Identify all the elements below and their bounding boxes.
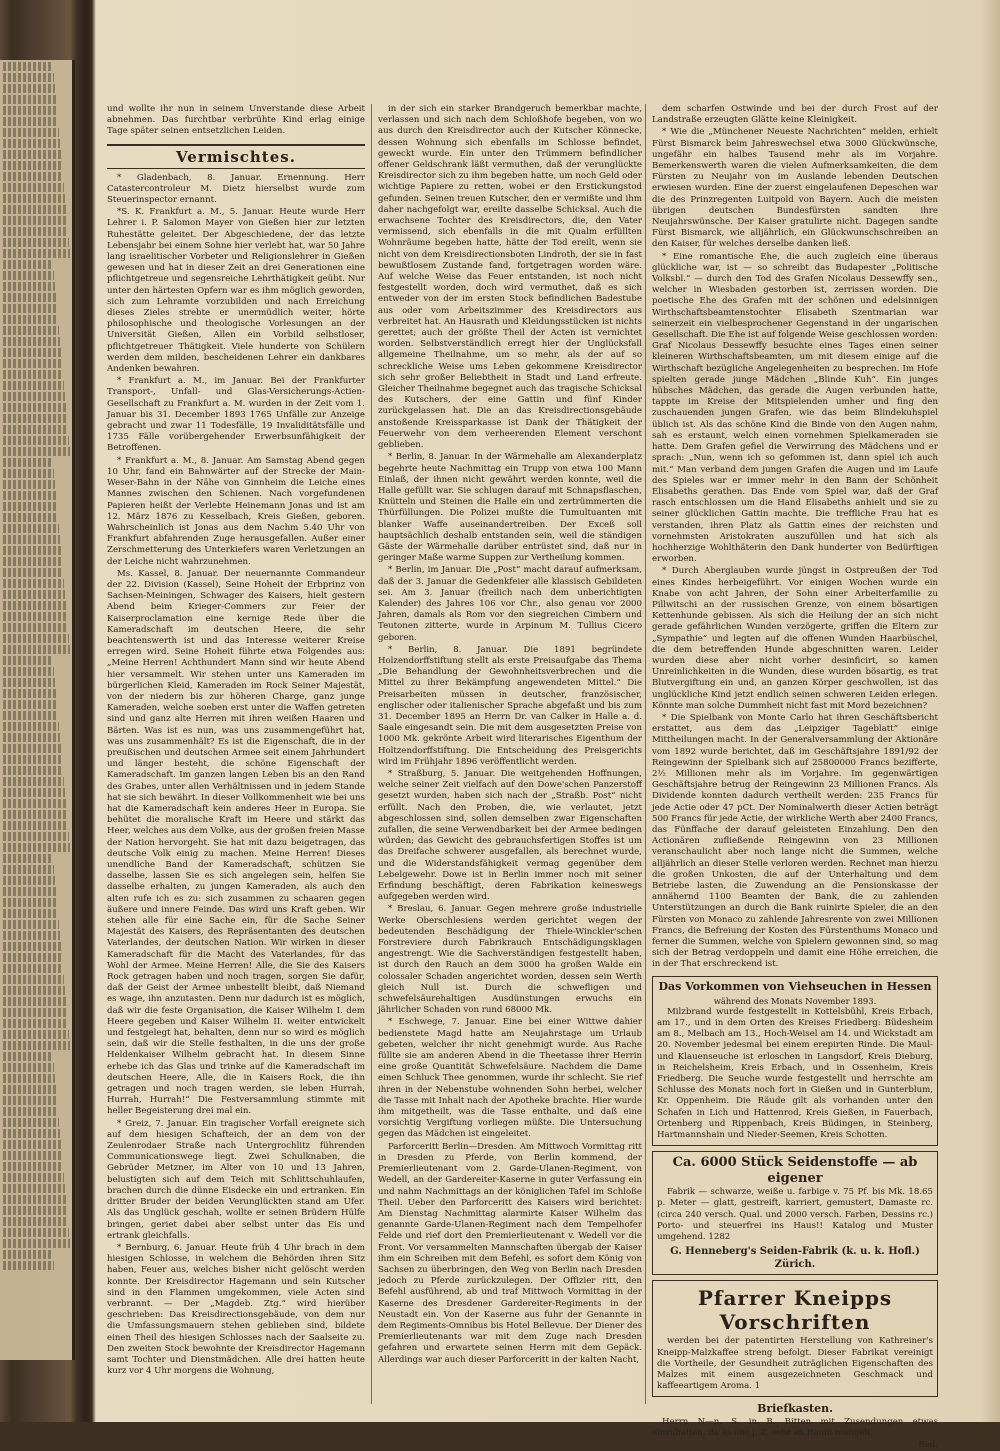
illegible-text-line <box>3 1096 57 1105</box>
illegible-text-line <box>3 161 62 170</box>
illegible-text-line <box>3 194 65 203</box>
illegible-text-line <box>3 337 60 346</box>
column-2 <box>371 104 642 1404</box>
illegible-text-line <box>3 645 70 654</box>
illegible-text-line <box>3 920 59 929</box>
illegible-text-line <box>3 975 64 984</box>
illegible-text-line <box>3 1030 69 1039</box>
article: * Durch Aberglauben wurde jüngst in Ostpreußen der Tod eines Kindes herbeigeführt. Vor einigen Wochen wurde ein Knabe von acht Jahren, der Sohn einer Arbeiterfamilie zu Pillwitschi an der russischen Grenze, von einem bösartigen Kettenhunde gebissen. Als sich die Heilung der an sich nicht gerade gefährlichen Wunden verzögerte, griffen die Eltern zur „Sympathie“ und legten auf die offenen Wunden Haarbüschel, die dem betreffenden Hunde abgeschnitten waren. Leider wurden diese aber nicht vorher desinficirt, so kamen Unreinlichkeiten in die Wunden, diese wurden bösartig, es trat Blutvergiftung ein und, an ganzen Körper geschwollen, ist das unglückliche Kind jetzt endlich seinen schweren Leiden erlegen. Könnte man solche Dummheit nicht fast mit Mord bezeichnen? <box>652 566 938 711</box>
illegible-text-line <box>3 469 54 478</box>
illegible-text-line <box>3 524 59 533</box>
notice-body: Milzbrand wurde festgestellt in Kottelsbühl, Kreis Erbach, am 17., und in dem Orten des Kreises Friedberg: Büdesheim am 8., Melbach am 13., Hoch-Weisel am 14. und Wickstadt am 20. November jedesmal bei einem erepirten Rinde. Die Maul- und Klauenseuche ist erloschen in Langsdorf, Kreis Dieburg, in Reichelsheim, Kreis Erbach, und in Ossenheim, Kreis Friedberg. Die Seuche wurde festgestellt und herrschte am Schlusse des Monats noch fort in Gießen und in Gunterblum, Kr. Oppenheim. Die Räude gilt als vorhanden unter den Schafen in Lich und Hattenrod, Kreis Gießen, in Fauerbach, Ortenberg und Rippenbach, Kreis Büdingen, in Steinberg, Hartmannshain und Nieder-Seemen, Kreis Schotten. <box>657 1006 933 1141</box>
carryover-text: und wollte ihr nun in seinem Unverstande diese Arbeit abnehmen. Das furchtbar verbrühte Kind erlag einige Tage später seinen entsetzlichen Leiden. <box>107 104 365 137</box>
article: * Frankfurt a. M., im Januar. Bei der Frankfurter Transport-, Unfall- und Glas-Versicherungs-Actien-Gesellschaft zu Frankfurt a. M. wurden in der Zeit vom 1. Januar bis 31. December 1893 1765 Unfälle zur Anzeige gebracht und zwar 11 Todesfälle, 19 Invaliditätsfälle und 1735 Fälle vorübergehender Erwerbsunfähigkeit der Betroffenen. <box>107 376 365 454</box>
article: * Berlin, 8. Januar. In der Wärmehalle am Alexanderplatz begehrte heute Nachmittag ein Trupp von etwa 100 Mann Einlaß, der ihnen nicht gewährt werden konnte, weil die Halle gefüllt war. Sie schlugen darauf mit Schnapsflaschen, Knütteln und Steinen die Halle ein und zertrümmerten die Thürfüllungen. Die Polizei mußte die Tumultuanten mit blanker Waffe auseinandertreiben. Der Exceß soll hauptsächlich deshalb entstanden sein, weil die ständigen Gäste der Wärmehalle darüber entrüstet sind, daß nur in geringer Maße warme Suppen zur Vertheilung kommen. <box>378 452 642 564</box>
illegible-text-line <box>3 810 67 819</box>
illegible-text-line <box>3 436 69 445</box>
illegible-text-line <box>3 216 67 225</box>
illegible-text-line <box>3 1228 69 1237</box>
ad-firm-name: G. Henneberg's Seiden-Fabrik (k. u. k. Hofl.) Zürich. <box>670 1246 920 1271</box>
illegible-text-line <box>3 1019 68 1028</box>
illegible-text-line <box>3 909 58 918</box>
article: * Eine romantische Ehe, die auch zugleich eine überaus glückliche war, ist — so schreibt das Budapester „Politische Volksbl.“ — durch den Tod des Grafen Nicolaus Dessewffy sen., welcher in Wiesbaden gestorben ist, zerrissen worden. Die poetische Ehe des Grafen mit der schönen und edelsinnigen Wirthschaftsbeamtenstochter Elisabeth Szentmarian war seinerzeit ein vielbesprochener Gegenstand in der ungarischen Gesellschaft. Die Ehe ist auf folgende Weise geschlossen worden: Graf Nicolaus Dessewffy besuchte eines Tages einen seiner kleineren Wirthschaftsbeamten, um mit diesem einige auf die Wirthschaft bezügliche Angelegenheiten zu besprechen. Im Hofe spielten gerade junge Mädchen „Blinde Kuh“. Ein junges hübsches Mädchen, das gerade die Augen verbunden hatte, tappte im Kreise der Mitspielenden umher und fing den zuschauenden jungen Grafen, wie das beim Blindekuhspiel üblich ist. Als das schöne Kind die Binde von den Augen nahm, sah es erstaunt, welch einen vornehmen Spielkameraden sie hatte. Dem Grafen gefiel die Verwirrung des Mädchens und er sprach: „Nun, wenn ich so gefommen ist, dann spiel ich auch mit.“ Man verband dem jungen Grafen die Augen und im Laufe des Spieles war er immer mehr in den Bann der Schönheit Elisabeths gerathen. Das Ende vom Spiel war, daß der Graf rasch entschlossen um die Hand Elisabeths anhielt und sie zu seiner glücklichen Gattin machte. Die treffliche Frau hat es verstanden, ihren Platz als Gattin eines der reichsten und vornehmsten Aristokraten auszufüllen und hat sich als hochherzige Wohlthäterin den Dank hunderter von Bedürftigen erworben. <box>652 251 938 565</box>
notice-title: Das Vorkommen von Viehseuchen in Hessen <box>658 979 932 993</box>
illegible-text-line <box>3 183 64 192</box>
article: * Greiz, 7. Januar. Ein tragischer Vorfall ereignete sich auf dem hiesigen Schafteich, der an dem von der Zeulenrodaer Straße nach Untergrochlitz führenden Communicationswege liegt. Zwei Schulknaben, die Gebrüder Metzner, im Alter von 10 und 13 Jahren, belustigten sich auf dem Teich mit Schlittschuhlaufen, brachen durch die dünne Eisdecke ein und ertranken. Ein dritter Bruder der beiden Verunglückten stand am Ufer. Als das Unglück geschah, wollte er seinen Brüdern Hülfe bringen, geriet dabei aber selbst unter das Eis und ertrank gleichfalls. <box>107 1118 365 1241</box>
illegible-text-line <box>3 139 60 148</box>
illegible-text-line <box>3 1151 62 1160</box>
illegible-text-line <box>3 491 56 500</box>
illegible-text-line <box>3 590 65 599</box>
illegible-text-line <box>3 1107 58 1116</box>
illegible-text-line <box>3 535 60 544</box>
illegible-text-line <box>3 1173 64 1182</box>
illegible-text-line <box>3 304 57 313</box>
illegible-text-line <box>3 931 60 940</box>
illegible-text-line <box>3 744 61 753</box>
illegible-text-line <box>3 733 60 742</box>
notice-subtitle: während des Monats November 1893. <box>713 995 877 1006</box>
illegible-text-line <box>3 601 66 610</box>
briefkasten-title: Briefkasten. <box>757 1402 833 1416</box>
article-list <box>107 173 365 1378</box>
illegible-text-line <box>3 172 63 181</box>
illegible-text-line <box>3 1239 70 1248</box>
illegible-text-line <box>3 887 56 896</box>
illegible-text-line <box>3 1085 56 1094</box>
illegible-text-line <box>3 106 57 115</box>
newspaper-page <box>97 104 985 1450</box>
column-1 <box>107 104 365 1404</box>
illegible-text-line <box>3 634 69 643</box>
illegible-text-line <box>3 700 57 709</box>
illegible-text-line <box>3 579 64 588</box>
ad-headline: Ca. 6000 Stück Seidenstoffe — ab eigener <box>672 1155 918 1187</box>
illegible-text-line <box>3 1063 54 1072</box>
illegible-text-line <box>3 249 70 258</box>
illegible-text-line <box>3 876 55 885</box>
illegible-text-line <box>3 623 68 632</box>
article: Parforceritt Berlin—Dresden. Am Mittwoch Vormittag ritt in Dresden zu Pferde, von Berlin kommend, der Premierlieutenant vom 2. Garde-Ulanen-Regiment, von Wedell, an der Gardereiter-Kaserne in guter Verfassung ein und nahm Nachmittags an der königlichen Tafel im Schloße Theil. Ueber den Parforceritt des Kaisers wird berichtet: Am Dienstag Nachmittag alarmirte Kaiser Wilhelm das genannte Garde-Ulanen-Regiment nach dem Tempelhofer Felde und rief dort den Premierlieutenant v. Wedell vor die Front. Vor versammelten Mannschaften übergab der Kaiser ihm ein Schreiben mit dem Befehl, es sofort dem König von Sachsen zu überbringen, den Weg von Berlin nach Dresden jedoch zu Pferde zurückzulegen. Der Offizier ritt, den Befehl ausführend, ab und traf Mittwoch Vormittag in der Kaserne des Dresdener Gardereiter-Regiments in der Neustadt ein. Von der Kaserne aus fuhr der Genannte in dem Regiments-Omnibus bis Hotel Bellevue. Der Diener des Premierlieutenants war mit dem Zuge nach Dresden gefahren und erwartete seinen Herrn mit dem Gepäck. Allerdings war auch dieser Parforceritt in der kalten Nacht, <box>378 1141 642 1365</box>
illegible-text-line <box>3 1250 53 1259</box>
illegible-text-line <box>3 128 59 137</box>
illegible-text-line <box>3 898 57 907</box>
illegible-text-line <box>3 271 54 280</box>
illegible-text-line <box>3 1162 63 1171</box>
ad-body: Fabrik — schwarze, weiße u. farbige v. 75 Pf. bis Mk. 18.65 p. Meter — glatt, gestreift, karriert, gemustert, Damaste rc. (circa 240 versch. Qual. und 2000 versch. Farben, Dessins rc.) Porto- und steuerfrei ins Haus!! Katalog und Muster umgehend. 1282 <box>657 1187 933 1243</box>
illegible-text-line <box>3 667 54 676</box>
article: * Die Spielbank von Monte Carlo hat ihren Geschäftsbericht erstattet, aus dem das „Leipziger Tageblatt“ einige Mittheilungen macht. In der Generalversammlung der Aktionäre vom 1892 wurde berichtet, daß im Geschäftsjahre 1891/92 der Reingewinn der Spielbank sich auf 25800000 Francs bezifferte, 2½ Millionen mehr als im Vorjahre. Im gegenwärtigen Geschäftsjahre betrug der Reingewinn 23 Millionen Francs. Als Dividende konnten dadurch vertheilt werden: 235 Francs für jede Actie oder 47 pCt. Der Nominalwerth dieser Actien beträgt 500 Francs für jede Actie, der wirkliche Werth aber 2400 Francs, das Fünffache der darauf geleisteten Einzahlung. Den den Actionären zufließende Reingewinn von 23 Millionen veranschaulicht aber noch lange nicht die Summen, welche alljährlich an dieser Stelle verloren werden. Rechnet man hierzu die großen Unkosten, die auf der Unterhaltung und dem Betriebe lasten, die Zuwendung an die Pensionskasse der annähernd 1100 Beamten der Bank, die zu zahlenden Unterstützungen an durch die Bank ruinirte Spieler, die an den Fürsten von Monaco zu zahlende Jahresrente von zwei Millionen Francs, die Befreiung der Kosten des Fürstenthums Monaco und ferner die Summen, welche von Spielern gewonnen sind, so mag sich der Betrag verdoppeln und damit eine Höhe erreichen, die in der That erschreckend ist. <box>652 712 938 970</box>
article: in der sich ein starker Brandgeruch bemerkbar machte, verlassen und sich nach dem Schloßhofe begeben, von wo aus durch den Kreisdirector auch der Kutscher Könnecke, dessen Wohnung sich ebenfalls im Schlosse befindet, geweckt wurde. Ein unter den Trümmern befindlicher offener Geldschrank läßt vermuthen, daß der verunglückte Kreisdirector sich zu ihm begeben hatte, um noch Geld oder wichtige Papiere zu retten, wobei er den Erstickungstod gefunden. Seinen treuen Kutscher, den er vermißte und ihm daher nachgefolgt war, ereilte dasselbe Schicksal. Auch die erwachsene Tochter des Kreisdirectors, die, den Vater vermissend, sich ebenfalls in die mit Qualm erfüllten Wohnräume begeben hatte, hätte der Tod ereilt, wenn sie nicht von dem Kreisdirectionsboten Lindroth, der sie in fast bewußtlosem Zustande fand, fortgetragen worden wäre. Auf welche Weise das Feuer entstanden, ist noch nicht festgestellt worden, doch wird vermuthet, daß es sich entweder von der im ersten Stock befindlichen Badestube aus oder vom Arbeitszimmer des Kreisdirectors aus verbreitet hat. An Hausrath und Kleidungsstücken ist nichts gerettet; auch der größte Theil der Acten ist vernichtet worden. Selbstverständlich erregt hier der Unglücksfall allgemeine Theilnahme, um so mehr, als der auf so schreckliche Weise ums Leben gekommene Kreisdirector sich sehr großer Beliebtheit in Stadt und Land erfreute. Gleicher Theilnahme begegnet auch das tragische Schicksal des Kutschers, der eine Gattin und fünf Kinder zurückgelassen hat. Die an das Kreisdirectionsgebäude anstoßende Kreissparkasse ist Dank der Thätigkeit der Feuerwehr von dem verheerenden Element verschont geblieben. <box>378 104 642 451</box>
illegible-text-line <box>3 788 65 797</box>
section-title: Vermischtes. <box>107 144 365 169</box>
article: * Breslau, 6. Januar. Gegen mehrere große industrielle Werke Oberschlesiens werden gerichtet wegen der bedeutenden Beschädigung der Thiele-Winckler'schen Forstreviere durch Fabrikrauch Entschädigungsklagen angestrengt. Wie die Sachverständigen festgestellt haben, ist durch den Rauch an dem 3000 ha großen Walde ein colossaler Schaden angerichtet worden, dessen sein Werth gleich Null ist. Durch die schwefligen und schwefelsäurehaltigen Ausdünstungen erwuchs ein jährlicher Schaden von rund 68000 Mk. <box>378 904 642 1016</box>
illegible-text-line <box>3 612 67 621</box>
article: * Bernburg, 6. Januar. Heute früh 4 Uhr brach in dem hiesigen Schlosse, in welchem die Behörden ihren Sitz haben, Feuer aus, welches bisher nicht gelöscht werden konnte. Der Kreisdirector Hagemann und sein Kutscher sind in den Flammen umgekommen, viele Acten sind verbrannt. — Der „Magdeb. Ztg.“ wird hierüber geschrieben: Das Kreisdirectionsgebäude, von dem nur die Umfassungsmauern stehen geblieben sind, bildete einen Theil des hiesigen Schlosses nach der Saalseite zu. Den zweiten Stock bewohnte der Kreisdirector Hagemann samt Tochter und Dienstmädchen. Alle drei hatten heute kurz vor 4 Uhr morgens die Wohnung, <box>107 1242 365 1377</box>
illegible-text-line <box>3 513 58 522</box>
article: * Wie die „Münchener Neueste Nachrichten“ melden, erhielt Fürst Bismarck beim Jahreswechsel etwa 3000 Glückwünsche, ungefähr ein halbes Tausend mehr als im Vorjahre. Bemerkenswerth waren die vielen Aufmerksamkeiten, die dem Fürsten zu Neujahr von im Auslande lebenden Deutschen erwiesen wurden. Eine der zuerst eingelaufenen Depeschen war die des Prinzregenten Luitpold von Bayern. Auch die meisten übrigen deutschen Bundesfürsten sandten ihre Neujahrswünsche. Der Kaiser gratulirte nicht. Dagegen sandte Fürst Bismarck, wie alljährlich, ein Glückwunschschreiben an den Kaiser, für welches derselbe danken ließ. <box>652 127 938 250</box>
illegible-text-line <box>3 117 58 126</box>
briefkasten-body: Herrn N—n. S. in B. Bitten mit Zusendungen etwas einzuhalten, da es uns j. Z. sehr an Raum mangelt. <box>652 1416 938 1438</box>
article: dem scharfen Ostwinde und bei der durch Frost auf der Landstraße erzeugten Glätte keine Kleinigkeit. <box>652 104 938 126</box>
illegible-text-line <box>3 370 63 379</box>
article: * Frankfurt a. M., 8. Januar. Am Samstag Abend gegen 10 Uhr, fand ein Bahnwärter auf der Strecke der Main-Weser-Bahn in der Nähe von Ginnheim die Leiche eines Mannes zwischen den Schienen. Nach vorgefundenen Papieren heißt der Verlebte Heinemann Jonas und ist am 12. März 1876 zu Kesselbach, Kreis Gießen, geboren. Wahrscheinlich ist Jonas aus dem Nachm 5.40 Uhr von Frankfurt abfahrenden Zuge herausgefallen. Außer einer Zerschmetterung des Unterkiefers waren Verletzungen an der Leiche nicht wahrzunehmen. <box>107 455 365 567</box>
illegible-text-line <box>3 799 66 808</box>
illegible-text-line <box>3 1008 67 1017</box>
illegible-text-line <box>3 1217 68 1226</box>
illegible-text-line <box>3 755 62 764</box>
article: * Gladenbach, 8. Januar. Ernennung. Herr Catastercontroleur M. Dietz hierselbst wurde zum Steuerinspector ernannt. <box>107 172 365 206</box>
kneipp-advertisement <box>652 1280 938 1397</box>
illegible-text-line <box>3 546 61 555</box>
illegible-text-line <box>3 722 59 731</box>
illegible-text-line <box>3 84 55 93</box>
illegible-text-line <box>3 832 69 841</box>
illegible-text-line <box>3 997 66 1006</box>
illegible-text-line <box>3 73 54 82</box>
illegible-text-line <box>3 1041 70 1050</box>
ad-headline: Pfarrer Kneipps Vorschriften <box>697 1286 893 1335</box>
illegible-text-line <box>3 282 55 291</box>
illegible-text-line <box>3 238 69 247</box>
ad-body: werden bei der patentirten Herstellung von Kathreiner's Kneipp-Malzkaffee streng befolgt. Dieser Fabrikat vereinigt die Vortheile, der Gesundheit zuträglichen Eigenschaften des Malzes mit einem ausgezeichneten Geschmack und kaffeeartigem Aroma. 1 <box>657 1336 933 1392</box>
illegible-text-line <box>3 381 64 390</box>
illegible-text-line <box>3 557 62 566</box>
illegible-text-line <box>3 205 66 214</box>
viehseuchen-notice <box>652 976 938 1147</box>
illegible-text-line <box>3 293 56 302</box>
illegible-text-line <box>3 678 55 687</box>
column-3 <box>645 104 938 1450</box>
illegible-text-line <box>3 986 65 995</box>
illegible-text-line <box>3 315 58 324</box>
illegible-text-line <box>3 1074 55 1083</box>
previous-page-strip <box>0 60 75 1360</box>
article: * Straßburg, 5. Januar. Die weitgehenden Hoffnungen, welche seiner Zeit vielfach auf den Dowe'schen Panzerstoff gesetzt wurden, haben sich nach der „Straßb. Post“ nicht erfüllt. Nach den Proben, die, wie verlautet, jetzt abgeschlossen sind, sollen demselben zwar Eigenschaften zufallen, die seine Verwendbarkeit bei der Armee bedingen würden; das Gewicht des gebrauchsfertigen Stoffes ist um das Dreifache schwerer ausgefallen, als berechnet wurde, und die Widerstandsfähigkeit vermag gegenüber dem Lebelgewehr. Dowe ist in Berlin immer noch mit seiner Erfindung beschäftigt, deren Fabrikation keineswegs aufgegeben werden wird. <box>378 768 642 903</box>
illegible-text-line <box>3 964 63 973</box>
illegible-text-line <box>3 227 68 236</box>
illegible-text-line <box>3 1184 65 1193</box>
illegible-text-line <box>3 458 53 467</box>
illegible-text-line <box>3 865 54 874</box>
illegible-text-line <box>3 392 65 401</box>
illegible-text-line <box>3 1052 53 1061</box>
illegible-text-line <box>3 425 68 434</box>
article: *S. K. Frankfurt a. M., 5. Januar. Heute wurde Herr Lehrer i. P. Salomon Mayer von Gießen hier zur letzten Ruhestätte geleitet. Der Abgeschiedene, der das letzte Lebensjahr bei einem Sohne hier verlebt hat, war 50 Jahre lang israelitischer Vorbeter und Religionslehrer in Gießen gewesen und hat in dieser Zeit an drei Generationen eine pflichtgetreue und segensreiche Lehrthätigkeit geübt. Nur unter den härtesten Opfern war es ihm möglich geworden, sich zum Lehramte vorzubilden und nach Erreichung dieses Zieles strebte er unermüdlich weiter, hörte philosophische und theologische Vorlesungen an der Universität Gießen, Allen ein Vorbild selbstloser, pflichtgetreuer Thätigkeit. Viele hunderte von Schülern werden dem milden, bescheidenen Lehrer ein dankbares Andenken bewahren. <box>107 207 365 375</box>
illegible-text-line <box>3 711 58 720</box>
illegible-text-line <box>3 953 62 962</box>
illegible-text-line <box>3 403 66 412</box>
illegible-text-line <box>3 260 53 269</box>
illegible-text-line <box>3 480 55 489</box>
illegible-text-line <box>3 854 53 863</box>
illegible-text-line <box>3 502 57 511</box>
illegible-text-line <box>3 1129 60 1138</box>
illegible-text-line <box>3 62 53 71</box>
seide-advertisement <box>652 1151 938 1275</box>
illegible-text-line <box>3 1261 54 1270</box>
illegible-text-line <box>3 348 61 357</box>
article: * Berlin, im Januar. Die „Post“ macht darauf aufmerksam, daß der 3. Januar die Gedenkfeier alle klassisch Gebildeten sei. Am 3. Januar (freilich nach dem unberichtigten Kalender) des Jahres 106 vor Chr., also genau vor 2000 Jahren, damals als Rom vor den siegreichen Cimbern und Teutonen zitterte, wurde in Arpinum M. Tullius Cicero geboren. <box>378 565 642 643</box>
illegible-text-line <box>3 414 67 423</box>
illegible-text-line <box>3 689 56 698</box>
illegible-text-line <box>3 766 63 775</box>
briefkasten-signature: Red. <box>918 1439 938 1450</box>
illegible-text-line <box>3 843 70 852</box>
article: * Berlin, 8. Januar. Die 1891 begründete Holzendorffstiftung stellt als erste Preisaufgabe das Thema „Die Behandlung der Gewohnheitsverbrechen und die Mittel zu ihrer Bekämpfung angewendeten Mittel.“ Die Preisarbeiten müssen in deutscher, französischer, englischer oder italienischer Sprache abgefaßt und bis zum 31. December 1895 an Herrn Dr. van Calker in Halle a. d. Saale eingesandt sein. Die mit dem ausgesetzten Preise von 1000 Mk. gekrönte Arbeit wird literarisches Eigenthum der Holtzendorffstiftung. Die Entscheidung des Preisgerichts wird im Frühjahr 1896 veröffentlicht werden. <box>378 644 642 767</box>
illegible-text-line <box>3 359 62 368</box>
illegible-text-line <box>3 821 68 830</box>
illegible-text-line <box>3 447 70 456</box>
article: * Eschwege, 7. Januar. Eine bei einer Wittwe dahier bedienstete Magd hatte am Neujahrstage um Urlaub gebeten, welcher ihr nicht genehmigt wurde. Aus Rache füllte sie am anderen Abend in die Theetasse ihrer Herrin eine große Quantität Schwefelsäure. Nachdem die Dame einen Schluck Thee genommen, wurde ihr schlecht. Sie rief ihren in der Nebenstube wohnenden Sohn herbei, welcher die Tasse mit Inhalt nach der Apotheke brachte. Hier wurde ihm mitgetheilt, was die Tasse enthalte, und daß eine vorsichtig Vergiftung vorliegen müßte. Die Untersuchung gegen das Mädchen ist eingeleitet. <box>378 1017 642 1140</box>
article: Ms. Kassel, 8. Januar. Der neuernannte Commandeur der 22. Division (Kassel), Seine Hoheit der Erbprinz von Sachsen-Meiningen, Schwager des Kaisers, hielt gestern Abend beim Krieger-Commers zur Feier der Kaiserproclamation eine kernige Rede über die Kameradschaft im deutschen Heere, die sehr beachtenswerth ist und das Interesse weiterer Kreise erregen wird. Seine Hoheit führte etwa Folgendes aus: „Meine Herren! Achthundert Mann sind wir heute Abend hier versammelt. Wir stehen unter uns Kameraden im bürgerlichen Kleid, Kameraden im Rock Seiner Majestät, von der niedern bis zur höheren Charge, ganz junge Kameraden, welche soeben erst unter die Waffen getreten sind und ganz alte Herren mit ihren weißen Haaren und Bärten. Was ist es nun, was uns zusammengeführt hat, was uns zusammenhält? Es ist die Eigenschaft, die in der preußischen und deutschen Armee seit einem Jahrhundert und länger besteht, die schöne Eigenschaft der Kameradschaft. Im ganzen langen Leben bis an den Rand des Grabes, unter allen Verhältnissen und in jedem Stande hat sie sich bewährt. In dieser Vollkommenheit wie bei uns hat die Kameradschaft kein anderes Heer in Europa. Sie behütet die moralische Kraft im Heere und stärkt das Heer, welches aus dem Volke, aus der großen freien Masse der Nation hervorgeht. Sie hat mit dazu beigetragen, das deutsche Volk einig zu machen. Meine Herren! Dieses unendliche Band der Kameradschaft, schützen Sie dasselbe, lassen Sie es sich angelegen sein, helfen Sie dasselbe erhalten, zu jungen Kameraden, als auch den alten rufe ich es zu: sich zusammen zu schaaren gegen äußere und innere Feinde. Das wird uns Kraft geben. Wir stehen alle für eine Sache ein, für die Sache Seiner Majestät des Kaisers, des Repräsentanten des deutschen Vaterlandes, der deutschen Nation. Wir wirken in dieser Kameradschaft für die Macht des Vaterlandes, für das Wohl der Armee. Meine Herren! Alle, die Sie des Kaisers Rock getragen haben und noch tragen, sorgen Sie dafür, daß der Geist der Armee unbestellt bleibt, daß Niemand es wage, ihn anzutasten. Denn nur dadurch ist es möglich, daß wir die feste Organisation, die Kaiser Wilhelm I. dem Heere gegeben und Kaiser Wilhelm II. weiter entwickelt und festgelegt hat, behalten, denn nur so wird es möglich sein, daß wir die Stelle festhalten, in die uns der große Heldenkaiser Wilhelm gebracht hat. In diesem Sinne erhebe ich das Glas und trinke auf die Kameradschaft im deutschen Heere, Alle, die in Kaisers Rock, die ihn getragen und noch tragen werden, sie leben Hurrah, Hurrah, Hurrah!“ Die Festversammlung stimmte mit heller Begeisterung drei mal ein. <box>107 568 365 1117</box>
illegible-text-line <box>3 942 61 951</box>
illegible-text-line <box>3 1140 61 1149</box>
illegible-text-line <box>3 1195 66 1204</box>
illegible-text-line <box>3 1118 59 1127</box>
illegible-text-line <box>3 777 64 786</box>
illegible-text-line <box>3 150 61 159</box>
illegible-text-line <box>3 656 53 665</box>
illegible-text-line <box>3 326 59 335</box>
illegible-text-line <box>3 95 56 104</box>
illegible-text-line <box>3 1206 67 1215</box>
illegible-text-line <box>3 568 63 577</box>
